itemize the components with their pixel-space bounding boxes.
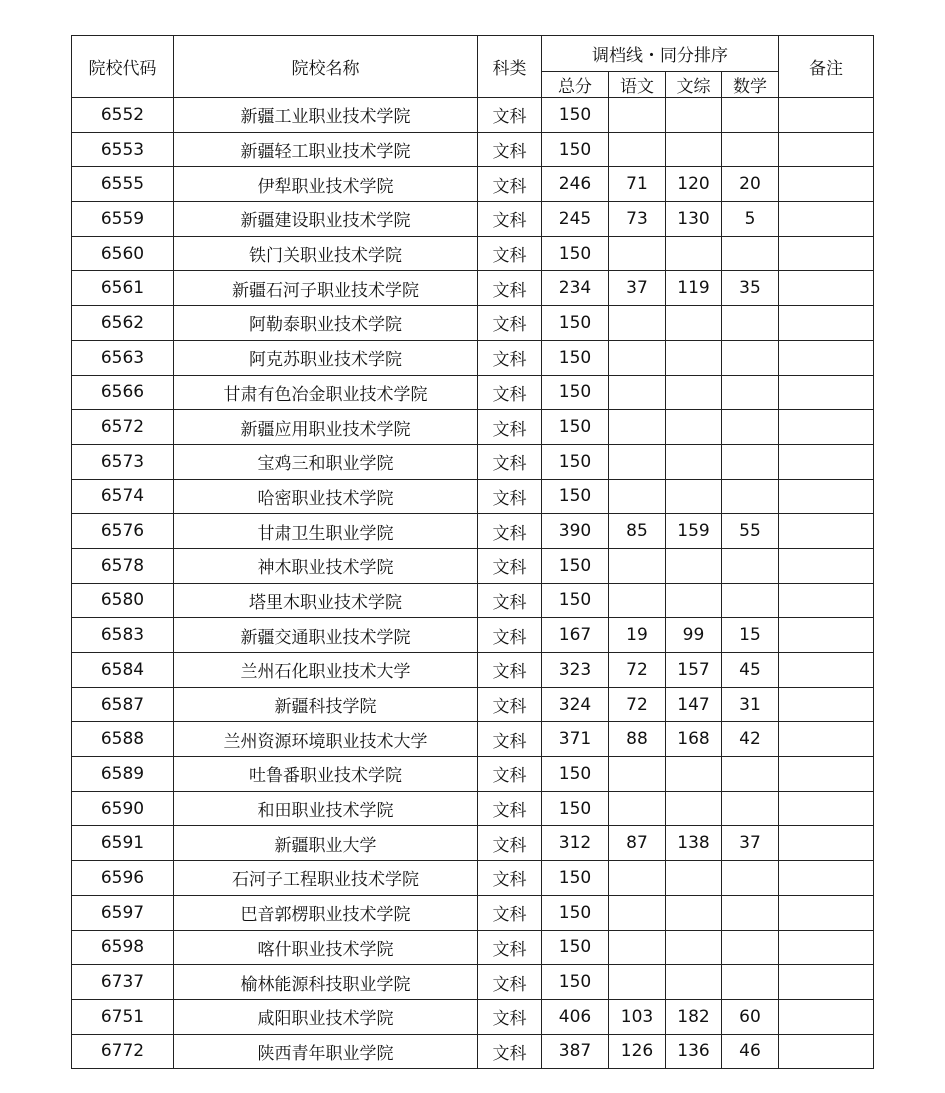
table-row xyxy=(72,999,874,1034)
header-name: 院校名称 xyxy=(174,36,478,98)
cell-total: 150 xyxy=(542,236,609,271)
cell-total: 150 xyxy=(542,861,609,896)
cell-math: 42 xyxy=(722,722,779,757)
cell-math xyxy=(722,340,779,375)
cell-math xyxy=(722,583,779,618)
table-row xyxy=(72,722,874,757)
cell-code: 6576 xyxy=(72,514,174,549)
cell-chinese: 72 xyxy=(609,653,666,688)
cell-type: 文科 xyxy=(478,1034,542,1069)
cell-name: 阿克苏职业技术学院 xyxy=(174,340,478,375)
cell-math xyxy=(722,965,779,1000)
cell-math xyxy=(722,479,779,514)
cell-total: 150 xyxy=(542,98,609,133)
header-chinese: 语文 xyxy=(609,72,666,98)
cell-note xyxy=(779,618,874,653)
cell-note xyxy=(779,791,874,826)
cell-chinese xyxy=(609,757,666,792)
cell-type: 文科 xyxy=(478,514,542,549)
cell-total: 167 xyxy=(542,618,609,653)
cell-chinese: 72 xyxy=(609,687,666,722)
header-group: 调档线・同分排序 xyxy=(542,36,779,72)
cell-name: 阿勒泰职业技术学院 xyxy=(174,306,478,341)
cell-name: 新疆轻工职业技术学院 xyxy=(174,132,478,167)
cell-chinese xyxy=(609,548,666,583)
cell-type: 文科 xyxy=(478,375,542,410)
cell-wenzong: 119 xyxy=(666,271,722,306)
header-type: 科类 xyxy=(478,36,542,98)
cell-name: 陕西青年职业学院 xyxy=(174,1034,478,1069)
cell-wenzong xyxy=(666,306,722,341)
table-row xyxy=(72,410,874,445)
cell-total: 150 xyxy=(542,757,609,792)
cell-type: 文科 xyxy=(478,98,542,133)
cell-math xyxy=(722,375,779,410)
cell-name: 吐鲁番职业技术学院 xyxy=(174,757,478,792)
header-math: 数学 xyxy=(722,72,779,98)
table-row xyxy=(72,826,874,861)
cell-note xyxy=(779,98,874,133)
cell-note xyxy=(779,999,874,1034)
cell-wenzong: 168 xyxy=(666,722,722,757)
cell-note xyxy=(779,653,874,688)
cell-code: 6553 xyxy=(72,132,174,167)
cell-note xyxy=(779,722,874,757)
cell-code: 6597 xyxy=(72,895,174,930)
header-wenzong: 文综 xyxy=(666,72,722,98)
cell-math: 20 xyxy=(722,167,779,202)
table-row xyxy=(72,687,874,722)
cell-name: 兰州石化职业技术大学 xyxy=(174,653,478,688)
table-row xyxy=(72,930,874,965)
cell-type: 文科 xyxy=(478,410,542,445)
cell-math xyxy=(722,791,779,826)
cell-type: 文科 xyxy=(478,583,542,618)
cell-type: 文科 xyxy=(478,965,542,1000)
cell-note xyxy=(779,895,874,930)
cell-type: 文科 xyxy=(478,618,542,653)
cell-total: 150 xyxy=(542,410,609,445)
cell-total: 387 xyxy=(542,1034,609,1069)
cell-chinese xyxy=(609,410,666,445)
cell-note xyxy=(779,548,874,583)
cell-name: 甘肃有色冶金职业技术学院 xyxy=(174,375,478,410)
cell-code: 6563 xyxy=(72,340,174,375)
cell-name: 新疆石河子职业技术学院 xyxy=(174,271,478,306)
cell-total: 150 xyxy=(542,791,609,826)
cell-total: 150 xyxy=(542,375,609,410)
cell-name: 宝鸡三和职业学院 xyxy=(174,444,478,479)
cell-name: 神木职业技术学院 xyxy=(174,548,478,583)
cell-type: 文科 xyxy=(478,202,542,237)
cell-math: 60 xyxy=(722,999,779,1034)
cell-total: 390 xyxy=(542,514,609,549)
cell-note xyxy=(779,236,874,271)
cell-code: 6751 xyxy=(72,999,174,1034)
cell-total: 150 xyxy=(542,479,609,514)
cell-note xyxy=(779,965,874,1000)
cell-wenzong: 159 xyxy=(666,514,722,549)
table-row xyxy=(72,965,874,1000)
cell-note xyxy=(779,271,874,306)
cell-wenzong xyxy=(666,410,722,445)
cell-total: 371 xyxy=(542,722,609,757)
cell-code: 6587 xyxy=(72,687,174,722)
table-row xyxy=(72,375,874,410)
cell-type: 文科 xyxy=(478,687,542,722)
cell-code: 6561 xyxy=(72,271,174,306)
cell-code: 6598 xyxy=(72,930,174,965)
cell-total: 150 xyxy=(542,132,609,167)
cell-wenzong xyxy=(666,930,722,965)
cell-math: 55 xyxy=(722,514,779,549)
cell-type: 文科 xyxy=(478,167,542,202)
cell-chinese xyxy=(609,236,666,271)
table-row xyxy=(72,271,874,306)
cell-chinese: 85 xyxy=(609,514,666,549)
cell-code: 6591 xyxy=(72,826,174,861)
cell-type: 文科 xyxy=(478,791,542,826)
cell-code: 6580 xyxy=(72,583,174,618)
cell-wenzong xyxy=(666,98,722,133)
cell-name: 甘肃卫生职业学院 xyxy=(174,514,478,549)
table-row xyxy=(72,306,874,341)
cell-type: 文科 xyxy=(478,306,542,341)
cell-total: 150 xyxy=(542,895,609,930)
cell-note xyxy=(779,479,874,514)
cell-math xyxy=(722,410,779,445)
cell-code: 6578 xyxy=(72,548,174,583)
cell-total: 150 xyxy=(542,965,609,1000)
cell-total: 324 xyxy=(542,687,609,722)
cell-total: 150 xyxy=(542,583,609,618)
cell-type: 文科 xyxy=(478,340,542,375)
cell-type: 文科 xyxy=(478,722,542,757)
cell-math: 5 xyxy=(722,202,779,237)
header-code: 院校代码 xyxy=(72,36,174,98)
cell-name: 喀什职业技术学院 xyxy=(174,930,478,965)
cell-math: 37 xyxy=(722,826,779,861)
cell-chinese: 103 xyxy=(609,999,666,1034)
cell-name: 石河子工程职业技术学院 xyxy=(174,861,478,896)
cell-name: 新疆工业职业技术学院 xyxy=(174,98,478,133)
cell-name: 新疆交通职业技术学院 xyxy=(174,618,478,653)
cell-name: 伊犁职业技术学院 xyxy=(174,167,478,202)
table-row xyxy=(72,583,874,618)
cell-chinese xyxy=(609,375,666,410)
cell-type: 文科 xyxy=(478,548,542,583)
cell-total: 234 xyxy=(542,271,609,306)
table-row xyxy=(72,236,874,271)
table-row xyxy=(72,791,874,826)
cell-name: 巴音郭楞职业技术学院 xyxy=(174,895,478,930)
cell-name: 铁门关职业技术学院 xyxy=(174,236,478,271)
cell-type: 文科 xyxy=(478,236,542,271)
cell-total: 245 xyxy=(542,202,609,237)
cell-chinese xyxy=(609,791,666,826)
cell-note xyxy=(779,1034,874,1069)
cell-code: 6566 xyxy=(72,375,174,410)
cell-name: 新疆建设职业技术学院 xyxy=(174,202,478,237)
cell-code: 6588 xyxy=(72,722,174,757)
cell-type: 文科 xyxy=(478,444,542,479)
cell-note xyxy=(779,687,874,722)
cell-total: 312 xyxy=(542,826,609,861)
cell-total: 323 xyxy=(542,653,609,688)
cell-total: 150 xyxy=(542,548,609,583)
cell-chinese xyxy=(609,583,666,618)
cell-note xyxy=(779,757,874,792)
cell-wenzong: 157 xyxy=(666,653,722,688)
cell-math: 46 xyxy=(722,1034,779,1069)
cell-wenzong: 138 xyxy=(666,826,722,861)
cell-name: 哈密职业技术学院 xyxy=(174,479,478,514)
cell-wenzong xyxy=(666,479,722,514)
cell-math xyxy=(722,236,779,271)
cell-note xyxy=(779,340,874,375)
cell-note xyxy=(779,306,874,341)
cell-chinese xyxy=(609,895,666,930)
cell-name: 咸阳职业技术学院 xyxy=(174,999,478,1034)
cell-chinese: 88 xyxy=(609,722,666,757)
cell-type: 文科 xyxy=(478,895,542,930)
cell-code: 6584 xyxy=(72,653,174,688)
cell-wenzong xyxy=(666,548,722,583)
table-row xyxy=(72,618,874,653)
cell-math: 31 xyxy=(722,687,779,722)
cell-chinese: 87 xyxy=(609,826,666,861)
cell-total: 150 xyxy=(542,444,609,479)
cell-note xyxy=(779,826,874,861)
cell-note xyxy=(779,930,874,965)
cell-math xyxy=(722,444,779,479)
cell-math xyxy=(722,548,779,583)
cell-name: 榆林能源科技职业学院 xyxy=(174,965,478,1000)
cell-math: 45 xyxy=(722,653,779,688)
cell-math xyxy=(722,98,779,133)
cell-type: 文科 xyxy=(478,479,542,514)
cell-note xyxy=(779,514,874,549)
table-header xyxy=(72,36,874,98)
cell-chinese xyxy=(609,965,666,1000)
cell-note xyxy=(779,375,874,410)
cell-chinese: 37 xyxy=(609,271,666,306)
cell-note xyxy=(779,410,874,445)
header-note: 备注 xyxy=(779,36,874,98)
cell-note xyxy=(779,202,874,237)
cell-code: 6772 xyxy=(72,1034,174,1069)
table-row xyxy=(72,132,874,167)
cell-code: 6589 xyxy=(72,757,174,792)
cell-math xyxy=(722,895,779,930)
admission-table xyxy=(71,35,874,1069)
cell-code: 6552 xyxy=(72,98,174,133)
table-row xyxy=(72,895,874,930)
table-row xyxy=(72,1034,874,1069)
cell-code: 6574 xyxy=(72,479,174,514)
cell-note xyxy=(779,444,874,479)
cell-type: 文科 xyxy=(478,930,542,965)
table-row xyxy=(72,167,874,202)
cell-wenzong xyxy=(666,965,722,1000)
cell-math xyxy=(722,930,779,965)
cell-chinese: 126 xyxy=(609,1034,666,1069)
cell-code: 6596 xyxy=(72,861,174,896)
cell-total: 150 xyxy=(542,306,609,341)
cell-type: 文科 xyxy=(478,826,542,861)
cell-wenzong xyxy=(666,895,722,930)
cell-code: 6562 xyxy=(72,306,174,341)
cell-wenzong: 120 xyxy=(666,167,722,202)
cell-type: 文科 xyxy=(478,653,542,688)
cell-name: 兰州资源环境职业技术大学 xyxy=(174,722,478,757)
header-total: 总分 xyxy=(542,72,609,98)
cell-note xyxy=(779,132,874,167)
cell-code: 6737 xyxy=(72,965,174,1000)
cell-name: 新疆科技学院 xyxy=(174,687,478,722)
cell-wenzong xyxy=(666,757,722,792)
cell-wenzong xyxy=(666,444,722,479)
cell-math xyxy=(722,757,779,792)
cell-wenzong xyxy=(666,132,722,167)
cell-chinese xyxy=(609,132,666,167)
cell-chinese xyxy=(609,444,666,479)
cell-wenzong xyxy=(666,583,722,618)
cell-math xyxy=(722,861,779,896)
cell-wenzong xyxy=(666,791,722,826)
cell-code: 6555 xyxy=(72,167,174,202)
cell-type: 文科 xyxy=(478,999,542,1034)
cell-chinese xyxy=(609,340,666,375)
table-row xyxy=(72,653,874,688)
cell-name: 塔里木职业技术学院 xyxy=(174,583,478,618)
cell-name: 新疆职业大学 xyxy=(174,826,478,861)
cell-code: 6573 xyxy=(72,444,174,479)
cell-note xyxy=(779,167,874,202)
cell-wenzong xyxy=(666,340,722,375)
cell-math: 15 xyxy=(722,618,779,653)
cell-chinese xyxy=(609,479,666,514)
cell-total: 406 xyxy=(542,999,609,1034)
cell-chinese xyxy=(609,930,666,965)
table-row xyxy=(72,861,874,896)
cell-wenzong xyxy=(666,375,722,410)
table-row xyxy=(72,479,874,514)
cell-chinese xyxy=(609,861,666,896)
cell-chinese: 19 xyxy=(609,618,666,653)
cell-note xyxy=(779,583,874,618)
cell-chinese xyxy=(609,98,666,133)
cell-type: 文科 xyxy=(478,132,542,167)
cell-type: 文科 xyxy=(478,757,542,792)
cell-total: 150 xyxy=(542,930,609,965)
cell-code: 6583 xyxy=(72,618,174,653)
cell-wenzong xyxy=(666,236,722,271)
cell-math xyxy=(722,306,779,341)
table-row xyxy=(72,98,874,133)
cell-wenzong: 147 xyxy=(666,687,722,722)
table-row xyxy=(72,757,874,792)
table-row xyxy=(72,548,874,583)
table-row xyxy=(72,340,874,375)
table-row xyxy=(72,514,874,549)
table-body xyxy=(72,98,874,1069)
table-row xyxy=(72,444,874,479)
cell-math: 35 xyxy=(722,271,779,306)
cell-math xyxy=(722,132,779,167)
cell-wenzong: 182 xyxy=(666,999,722,1034)
cell-total: 246 xyxy=(542,167,609,202)
cell-total: 150 xyxy=(542,340,609,375)
cell-wenzong xyxy=(666,861,722,896)
cell-name: 和田职业技术学院 xyxy=(174,791,478,826)
cell-code: 6572 xyxy=(72,410,174,445)
cell-note xyxy=(779,861,874,896)
cell-wenzong: 99 xyxy=(666,618,722,653)
cell-code: 6559 xyxy=(72,202,174,237)
cell-chinese: 73 xyxy=(609,202,666,237)
cell-code: 6590 xyxy=(72,791,174,826)
cell-code: 6560 xyxy=(72,236,174,271)
table-row xyxy=(72,202,874,237)
cell-wenzong: 136 xyxy=(666,1034,722,1069)
cell-name: 新疆应用职业技术学院 xyxy=(174,410,478,445)
cell-chinese xyxy=(609,306,666,341)
cell-type: 文科 xyxy=(478,861,542,896)
cell-chinese: 71 xyxy=(609,167,666,202)
cell-wenzong: 130 xyxy=(666,202,722,237)
cell-type: 文科 xyxy=(478,271,542,306)
